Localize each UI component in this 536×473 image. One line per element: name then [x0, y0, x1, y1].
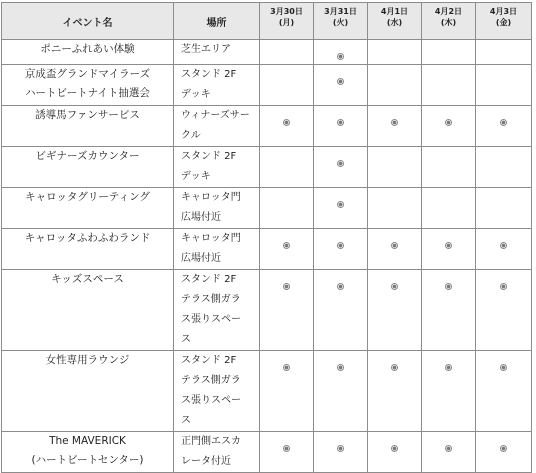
- column-header-date: [476, 3, 532, 40]
- header-row: [2, 3, 532, 40]
- day-cell: [314, 147, 368, 188]
- table-row: [2, 40, 532, 65]
- weekday-label: (月): [278, 18, 295, 27]
- schedule-container: [1, 2, 532, 473]
- circle-mark-icon: [337, 445, 344, 452]
- event-name: キッズスペース: [51, 273, 124, 285]
- day-cell: [422, 40, 476, 65]
- day-cell: [368, 40, 422, 65]
- day-cell: [368, 432, 422, 473]
- table-row: [2, 351, 532, 432]
- day-cell: [422, 229, 476, 270]
- event-place: デッキ: [181, 89, 211, 100]
- day-cell: [368, 65, 422, 106]
- day-cell: [476, 229, 532, 270]
- circle-mark-icon: [500, 364, 507, 371]
- column-header-date: [422, 3, 476, 40]
- event-name-cell: [2, 188, 174, 229]
- circle-mark-icon: [283, 242, 290, 249]
- event-name-cell: [2, 229, 174, 270]
- event-place: ス: [181, 415, 191, 426]
- day-cell: [422, 147, 476, 188]
- event-place: デッキ: [181, 171, 211, 182]
- date-label: 4月3日: [489, 7, 518, 16]
- circle-mark-icon: [391, 445, 398, 452]
- event-name: ポニーふれあい体験: [40, 43, 135, 55]
- circle-mark-icon: [283, 445, 290, 452]
- event-place-cell: [174, 270, 260, 351]
- circle-mark-icon: [337, 283, 344, 290]
- day-cell: [368, 229, 422, 270]
- circle-mark-icon: [283, 364, 290, 371]
- event-name-cell: [2, 270, 174, 351]
- day-cell: [368, 147, 422, 188]
- day-cell: [422, 65, 476, 106]
- table-row: [2, 432, 532, 473]
- event-place: クル: [181, 130, 201, 141]
- day-cell: [476, 65, 532, 106]
- day-cell: [314, 40, 368, 65]
- day-cell: [260, 270, 314, 351]
- event-place: スタンド 2F: [181, 355, 237, 366]
- day-cell: [368, 106, 422, 147]
- day-cell: [476, 432, 532, 473]
- day-cell: [368, 188, 422, 229]
- event-place: 広場付近: [181, 212, 221, 223]
- event-place: ス張りスペー: [181, 395, 241, 406]
- event-place: テラス側ガラ: [181, 375, 241, 386]
- day-cell: [260, 351, 314, 432]
- circle-mark-icon: [445, 119, 452, 126]
- table-row: [2, 65, 532, 106]
- circle-mark-icon: [500, 119, 507, 126]
- weekday-label: (木): [440, 18, 457, 27]
- day-cell: [314, 270, 368, 351]
- event-place: スタンド 2F: [181, 69, 237, 80]
- event-place: ス: [181, 334, 191, 345]
- day-cell: [476, 351, 532, 432]
- circle-mark-icon: [500, 445, 507, 452]
- event-place: 正門側エスカ: [181, 436, 241, 447]
- event-name-cell: [2, 40, 174, 65]
- event-name-cell: [2, 65, 174, 106]
- event-place-cell: [174, 106, 260, 147]
- event-place-cell: [174, 188, 260, 229]
- circle-mark-icon: [445, 242, 452, 249]
- event-name: 誘導馬ファンサービス: [35, 109, 140, 121]
- table-row: [2, 229, 532, 270]
- table-row: [2, 270, 532, 351]
- event-place: スタンド 2F: [181, 151, 237, 162]
- day-cell: [476, 40, 532, 65]
- circle-mark-icon: [445, 364, 452, 371]
- event-place: テラス側ガラ: [181, 294, 241, 305]
- event-name: ビギナーズカウンター: [35, 150, 140, 162]
- day-cell: [314, 432, 368, 473]
- event-name: (ハートビートセンター): [31, 454, 144, 466]
- weekday-label: (火): [332, 18, 349, 27]
- weekday-label: (金): [495, 18, 512, 27]
- day-cell: [314, 106, 368, 147]
- event-place: ウィナーズサー: [181, 110, 250, 121]
- table-row: [2, 188, 532, 229]
- circle-mark-icon: [337, 242, 344, 249]
- circle-mark-icon: [283, 283, 290, 290]
- circle-mark-icon: [337, 201, 344, 208]
- date-label: 4月1日: [380, 7, 409, 16]
- event-place: 広場付近: [181, 253, 221, 264]
- circle-mark-icon: [391, 283, 398, 290]
- day-cell: [476, 270, 532, 351]
- date-label: 3月31日: [324, 7, 357, 16]
- day-cell: [476, 106, 532, 147]
- circle-mark-icon: [337, 53, 344, 60]
- column-header-event: イベント名: [2, 3, 174, 40]
- event-place: レータ付近: [181, 456, 231, 467]
- circle-mark-icon: [337, 78, 344, 85]
- event-name-cell: [2, 432, 174, 473]
- table-row: [2, 106, 532, 147]
- day-cell: [422, 432, 476, 473]
- circle-mark-icon: [337, 160, 344, 167]
- event-place: 芝生エリア: [181, 44, 231, 55]
- circle-mark-icon: [391, 119, 398, 126]
- event-name-cell: [2, 147, 174, 188]
- day-cell: [314, 351, 368, 432]
- column-header-place: 場所: [174, 3, 260, 40]
- circle-mark-icon: [445, 445, 452, 452]
- event-name-cell: [2, 106, 174, 147]
- event-place-cell: [174, 40, 260, 65]
- day-cell: [422, 188, 476, 229]
- event-place-cell: [174, 432, 260, 473]
- event-place: ス張りスペー: [181, 314, 241, 325]
- circle-mark-icon: [500, 283, 507, 290]
- date-label: 3月30日: [270, 7, 303, 16]
- day-cell: [476, 147, 532, 188]
- event-place-cell: [174, 147, 260, 188]
- day-cell: [314, 188, 368, 229]
- circle-mark-icon: [391, 364, 398, 371]
- event-place-cell: [174, 65, 260, 106]
- event-place: スタンド 2F: [181, 274, 237, 285]
- event-name: The MAVERICK: [49, 435, 126, 447]
- circle-mark-icon: [283, 119, 290, 126]
- event-name: キャロッタふわふわランド: [24, 232, 151, 244]
- column-header-date: [314, 3, 368, 40]
- day-cell: [314, 65, 368, 106]
- table-body: [2, 40, 532, 473]
- circle-mark-icon: [500, 242, 507, 249]
- day-cell: [260, 106, 314, 147]
- day-cell: [260, 229, 314, 270]
- day-cell: [260, 432, 314, 473]
- event-place-cell: [174, 229, 260, 270]
- event-name-cell: [2, 351, 174, 432]
- day-cell: [422, 270, 476, 351]
- event-schedule-table: [1, 2, 532, 473]
- day-cell: [314, 229, 368, 270]
- event-name: ハートビートナイト抽選会: [25, 87, 150, 99]
- day-cell: [260, 40, 314, 65]
- day-cell: [422, 351, 476, 432]
- table-row: [2, 147, 532, 188]
- event-name: 女性専用ラウンジ: [45, 354, 130, 366]
- event-place-cell: [174, 351, 260, 432]
- circle-mark-icon: [337, 364, 344, 371]
- column-header-date: [260, 3, 314, 40]
- day-cell: [476, 188, 532, 229]
- event-name: 京成盃グランドマイラーズ: [24, 68, 151, 80]
- circle-mark-icon: [391, 242, 398, 249]
- day-cell: [260, 65, 314, 106]
- day-cell: [368, 270, 422, 351]
- day-cell: [260, 188, 314, 229]
- day-cell: [368, 351, 422, 432]
- day-cell: [422, 106, 476, 147]
- day-cell: [260, 147, 314, 188]
- event-place: キャロッタ門: [181, 192, 241, 203]
- event-place: キャロッタ門: [181, 233, 241, 244]
- weekday-label: (水): [386, 18, 403, 27]
- date-label: 4月2日: [434, 7, 463, 16]
- column-header-date: [368, 3, 422, 40]
- circle-mark-icon: [445, 283, 452, 290]
- circle-mark-icon: [337, 119, 344, 126]
- event-name: キャロッタグリーティング: [25, 191, 150, 203]
